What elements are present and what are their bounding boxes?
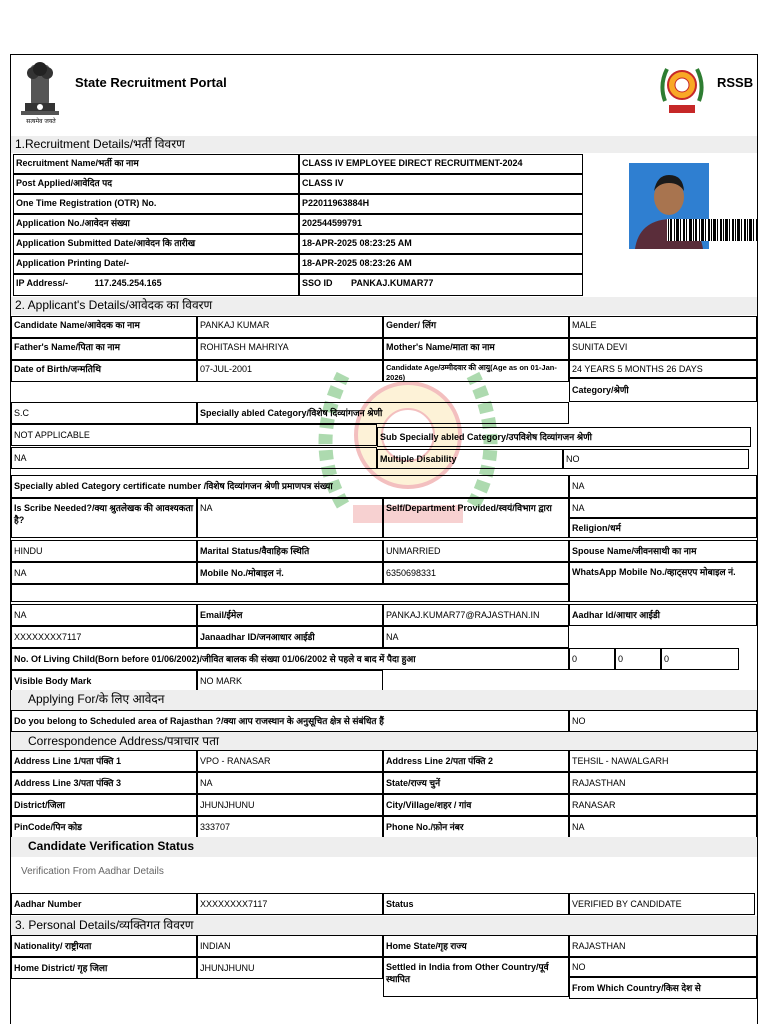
label-candidate-name: Candidate Name/आवेदक का नाम	[11, 316, 197, 338]
ip-address-cell	[13, 274, 299, 296]
value-mother-name: SUNITA DEVI	[569, 338, 757, 360]
barcode-icon	[667, 219, 758, 241]
label-nationality: Nationality/ राष्ट्रीयता	[11, 935, 197, 957]
ip-address-label: IP Address/-	[16, 278, 69, 288]
label-printing-date: Application Printing Date/-	[13, 254, 299, 274]
value-post-applied: CLASS IV	[299, 174, 583, 194]
label-city: City/Village/शहर / गांव	[383, 794, 569, 816]
value-multiple-disability: NO	[563, 449, 749, 469]
value-candidate-name: PANKAJ KUMAR	[197, 316, 383, 338]
rssb-label: RSSB	[717, 75, 754, 90]
value-marital-status: UNMARRIED	[383, 540, 569, 562]
label-whatsapp: WhatsApp Mobile No./व्हाट्सएप मोबाइल नं.	[569, 562, 757, 602]
section-applicant-title: 2. Applicant's Details/आवेदक का विवरण	[11, 297, 757, 315]
value-specially-abled: NOT APPLICABLE	[11, 424, 377, 446]
sso-id-value: PANKAJ.KUMAR77	[351, 278, 434, 288]
label-multiple-disability: Multiple Disability	[377, 449, 563, 469]
label-address-line-2: Address Line 2/पता पंक्ति 2	[383, 750, 569, 772]
value-living-child-1: 0	[569, 648, 615, 670]
value-settled-in-india: NO	[569, 957, 757, 977]
blank-row-spacer	[11, 584, 569, 602]
value-spouse-name: NA	[11, 562, 197, 584]
label-district: District/जिला	[11, 794, 197, 816]
section-personal-title: 3. Personal Details/व्यक्तिगत विवरण	[11, 916, 757, 936]
value-district: JHUNJHUNU	[197, 794, 383, 816]
section-applying-title: Applying For/के लिए आवेदन	[11, 690, 757, 710]
label-mother-name: Mother's Name/माता का नाम	[383, 338, 569, 360]
label-application-no: Application No./आवेदन संख्या	[13, 214, 299, 234]
value-age: 24 YEARS 5 MONTHS 26 DAYS	[569, 360, 757, 378]
value-pincode: 333707	[197, 816, 383, 838]
value-address-line-2: TEHSIL - NAWALGARH	[569, 750, 757, 772]
value-dob: 07-JUL-2001	[197, 360, 383, 382]
label-address-line-1: Address Line 1/पता पंक्ति 1	[11, 750, 197, 772]
value-home-district: JHUNJHUNU	[197, 957, 383, 979]
ip-address-value: 117.245.254.165	[94, 278, 162, 288]
value-aadhar-id: XXXXXXXX7117	[11, 626, 197, 648]
value-city: RANASAR	[569, 794, 757, 816]
label-aadhar-id: Aadhar Id/आधार आईडी	[569, 604, 757, 626]
value-self-provided: NA	[569, 498, 757, 518]
label-self-provided: Self/Department Provided/स्वयं/विभाग द्वारा	[383, 498, 569, 538]
label-verification-status: Status	[383, 893, 569, 915]
section-recruitment-title: 1.Recruitment Details/भर्ती विवरण	[11, 136, 757, 153]
label-living-child: No. Of Living Child(Born before 01/06/2002)/जीवित बालक की संख्या 01/06/2002 से पहले व बाद में पैदा हुआ	[11, 648, 569, 670]
value-address-line-1: VPO - RANASAR	[197, 750, 383, 772]
label-marital-status: Marital Status/वैवाहिक स्थिति	[197, 540, 383, 562]
value-application-no: 202544599791	[299, 214, 583, 234]
value-verification-status: VERIFIED BY CANDIDATE	[569, 893, 755, 915]
label-sub-specially-abled: Sub Specially abled Category/उपविशेष दिव्यांगजन श्रेणी	[377, 427, 751, 447]
value-religion: HINDU	[11, 540, 197, 562]
portal-title: State Recruitment Portal	[75, 75, 227, 90]
label-settled-in-india: Settled in India from Other Country/पूर्व स्थापित	[383, 957, 569, 997]
emblem-motto: सत्यमेव जयते	[26, 118, 56, 125]
value-state: RAJASTHAN	[569, 772, 757, 794]
label-otr: One Time Registration (OTR) No.	[13, 194, 299, 214]
verification-subtitle: Verification From Aadhar Details	[21, 866, 164, 877]
value-recruitment-name: CLASS IV EMPLOYEE DIRECT RECRUITMENT-2024	[299, 154, 583, 174]
section-verification-title: Candidate Verification Status	[11, 837, 757, 857]
value-home-state: RAJASTHAN	[569, 935, 757, 957]
value-submitted-date: 18-APR-2025 08:23:25 AM	[299, 234, 583, 254]
label-dob: Date of Birth/जन्मतिथि	[11, 360, 197, 382]
label-mobile: Mobile No./मोबाइल नं.	[197, 562, 383, 584]
value-gender: MALE	[569, 316, 757, 338]
value-scheduled-area: NO	[569, 710, 757, 732]
label-pincode: PinCode/पिन कोड	[11, 816, 197, 838]
value-email: PANKAJ.KUMAR77@RAJASTHAN.IN	[383, 604, 569, 626]
label-home-state: Home State/गृह राज्य	[383, 935, 569, 957]
label-janaadhar-id: Janaadhar ID/जनआधार आईडी	[197, 626, 383, 648]
value-living-child-3: 0	[661, 648, 739, 670]
label-scribe-needed: Is Scribe Needed?/क्या श्रुतलेखक की आवश्यकता है?	[11, 498, 197, 538]
value-address-line-3: NA	[197, 772, 383, 794]
portal-header	[11, 55, 757, 135]
value-otr: P22011963884H	[299, 194, 583, 214]
label-body-mark: Visible Body Mark	[11, 670, 197, 692]
label-email: Email/ईमेल	[197, 604, 383, 626]
value-certificate-number: NA	[569, 475, 757, 498]
value-aadhar-number: XXXXXXXX7117	[197, 893, 383, 915]
value-body-mark: NO MARK	[197, 670, 383, 692]
application-page	[10, 54, 758, 1024]
label-age: Candidate Age/उम्मीदवार की आयु(Age as on 01-Jan-2026)	[383, 360, 569, 382]
label-phone: Phone No./फ़ोन नंबर	[383, 816, 569, 838]
label-father-name: Father's Name/पिता का नाम	[11, 338, 197, 360]
value-nationality: INDIAN	[197, 935, 383, 957]
label-specially-abled: Specially abled Category/विशेष दिव्यांगजन श्रेणी	[197, 402, 569, 424]
sso-id-cell	[299, 274, 583, 296]
label-religion: Religion/धर्म	[569, 518, 757, 538]
label-gender: Gender/ लिंग	[383, 316, 569, 338]
label-recruitment-name: Recruitment Name/भर्ती का नाम	[13, 154, 299, 174]
label-address-line-3: Address Line 3/पता पंक्ति 3	[11, 772, 197, 794]
section-correspondence-title: Correspondence Address/पत्राचार पता	[11, 732, 757, 751]
label-state: State/राज्य चुनें	[383, 772, 569, 794]
label-submitted-date: Application Submitted Date/आवेदन कि तारीख	[13, 234, 299, 254]
value-phone: NA	[569, 816, 757, 838]
value-sub-specially-abled: NA	[11, 447, 377, 469]
value-printing-date: 18-APR-2025 08:23:26 AM	[299, 254, 583, 274]
label-post-applied: Post Applied/आवेदित पद	[13, 174, 299, 194]
value-living-child-2: 0	[615, 648, 661, 670]
label-category: Category/श्रेणी	[569, 378, 757, 402]
value-mobile: 6350698331	[383, 562, 569, 584]
value-scribe-needed: NA	[197, 498, 383, 538]
label-scheduled-area: Do you belong to Scheduled area of Rajasthan ?/क्या आप राजस्थान के अनुसूचित क्षेत्र से संबंधित हैं	[11, 710, 569, 732]
value-father-name: ROHITASH MAHRIYA	[197, 338, 383, 360]
label-certificate-number: Specially abled Category certificate number /विशेष दिव्यांगजन श्रेणी प्रमाणपत्र संख्या	[11, 475, 569, 498]
value-whatsapp: NA	[11, 604, 197, 626]
value-category: S.C	[11, 402, 197, 424]
label-aadhar-number: Aadhar Number	[11, 893, 197, 915]
label-spouse-name: Spouse Name/जीवनसाथी का नाम	[569, 540, 757, 562]
label-home-district: Home District/ गृह जिला	[11, 957, 197, 979]
value-janaadhar-id: NA	[383, 626, 569, 648]
label-from-country: From Which Country/किस देश से	[569, 977, 757, 999]
sso-id-label: SSO ID	[302, 278, 333, 288]
rssb-logo-icon	[657, 61, 707, 117]
